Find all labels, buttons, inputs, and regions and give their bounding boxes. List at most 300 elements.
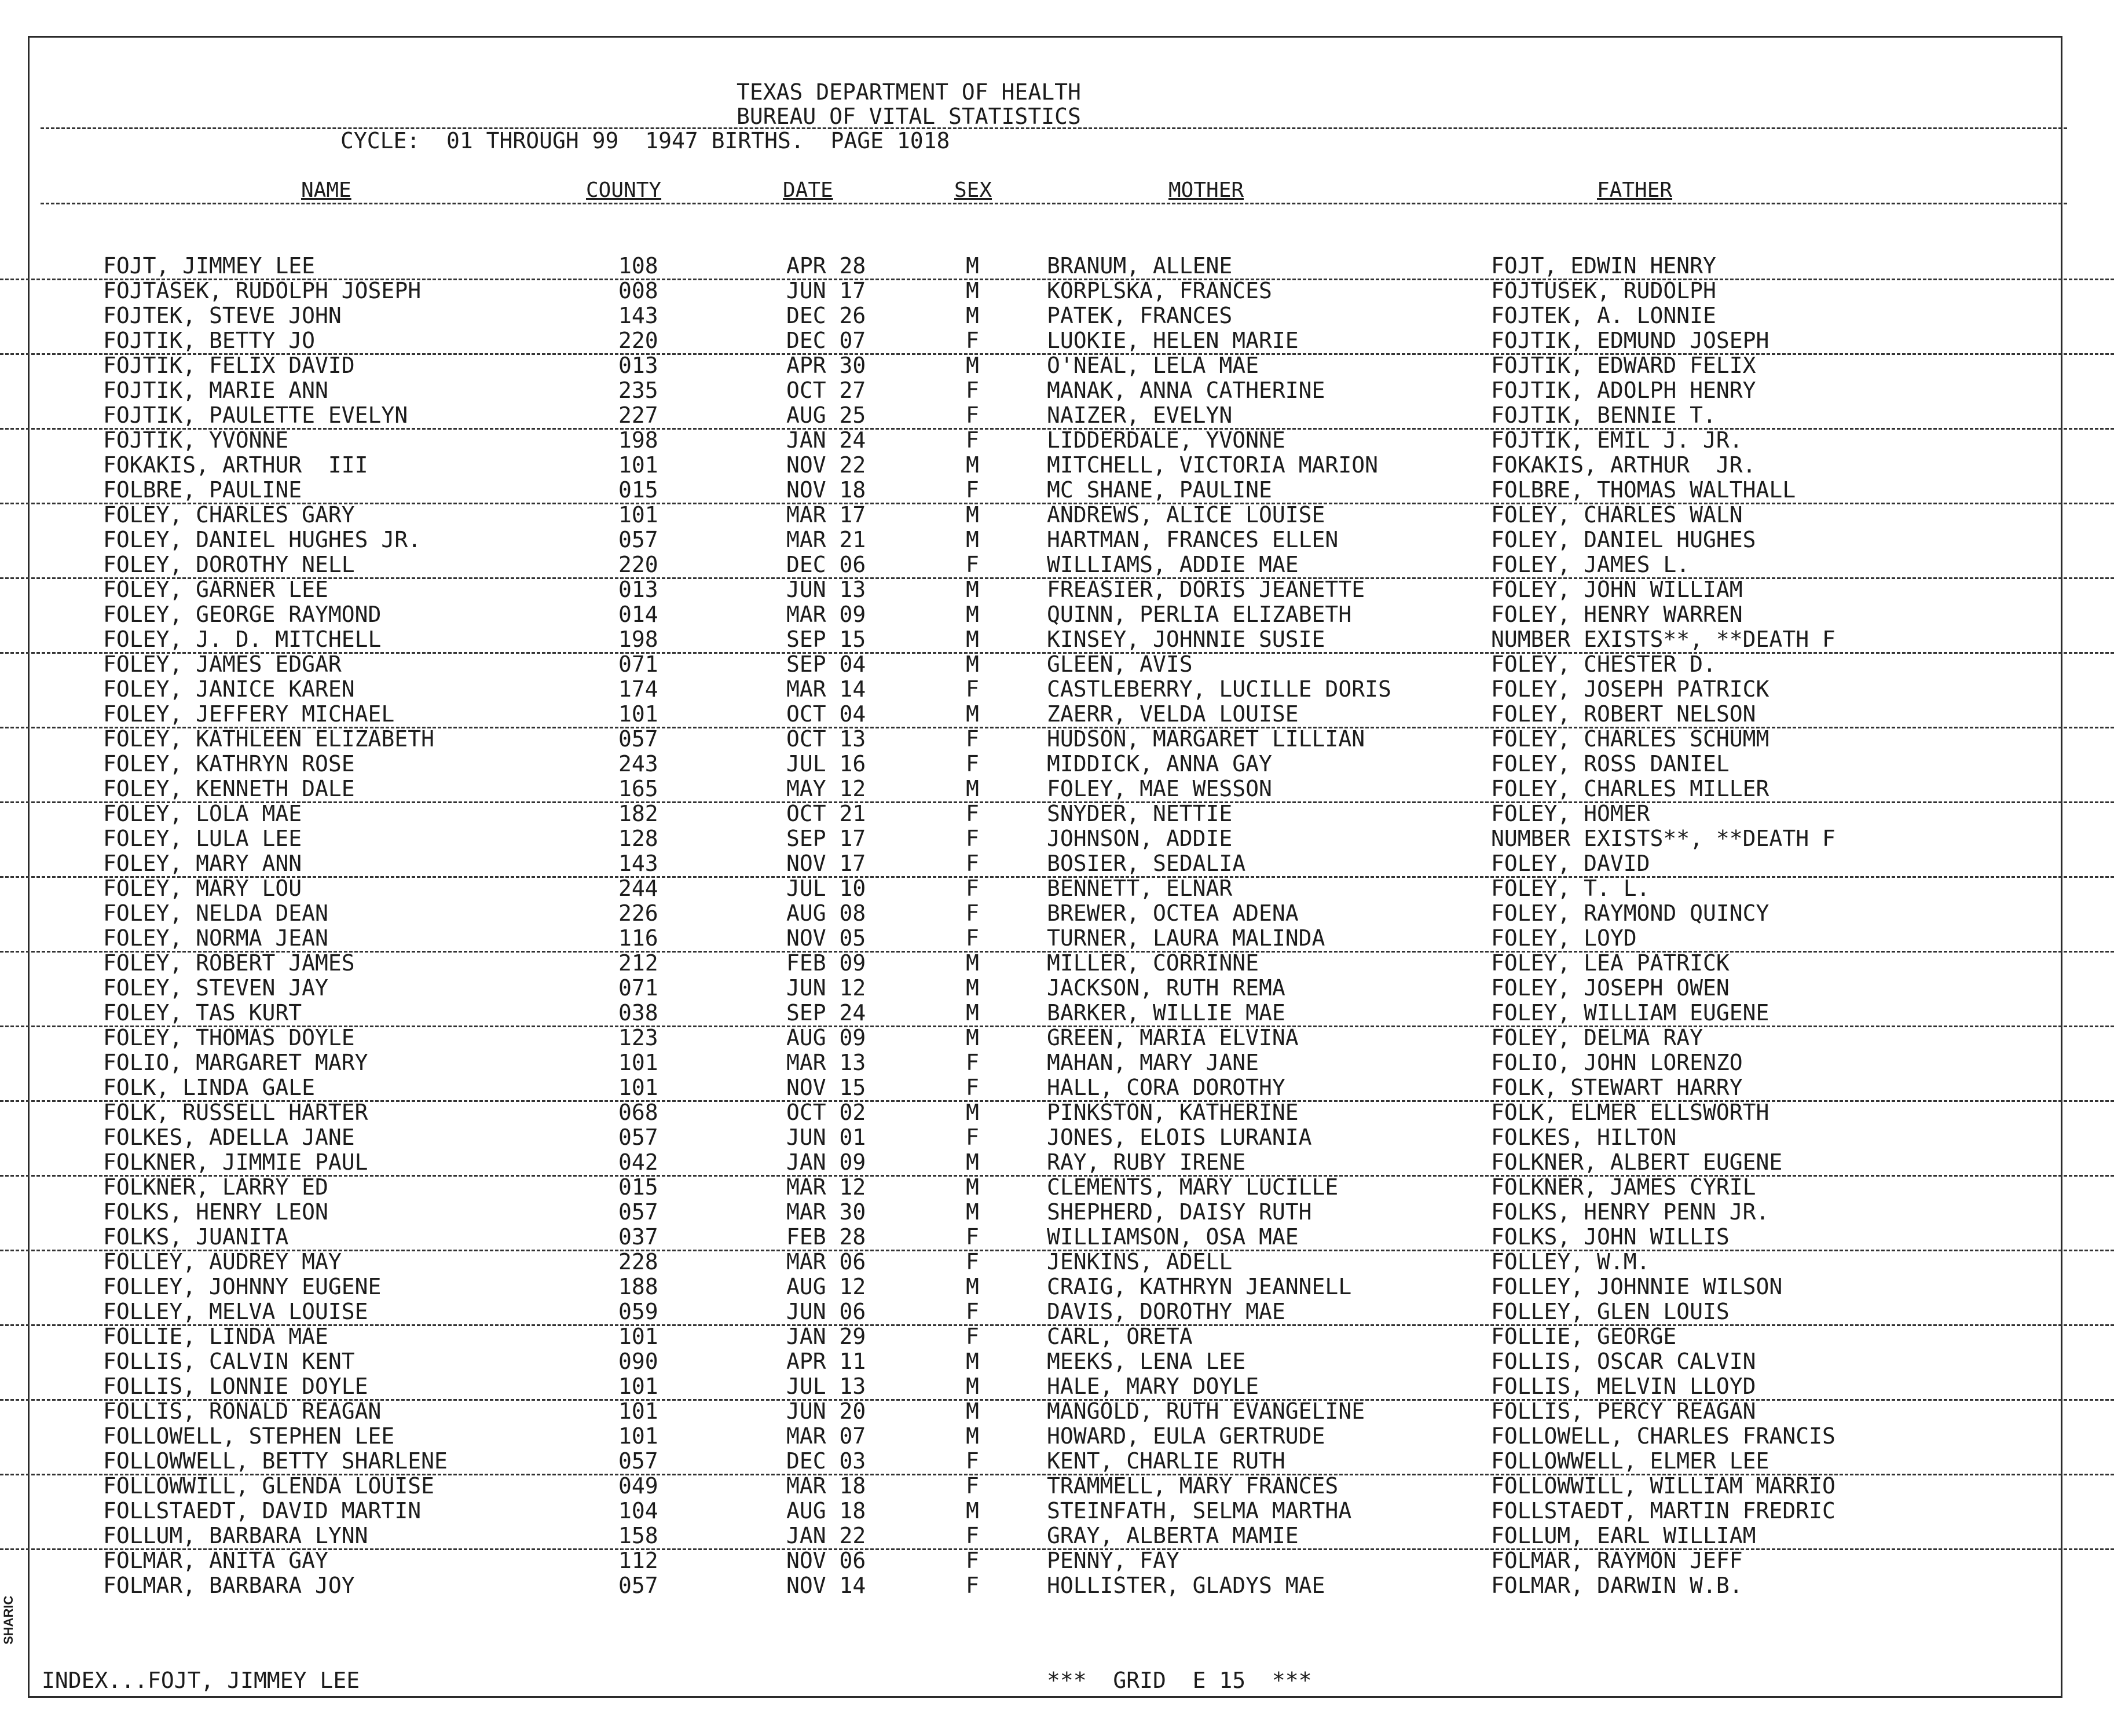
record-mother: RAY, RUBY IRENE [1047,1149,1246,1175]
record-date: MAR 13 [786,1050,866,1075]
record-date: OCT 27 [786,378,866,403]
record-county: 227 [618,402,658,428]
record-name: FOLEY, GARNER LEE [103,577,328,602]
record-date: SEP 04 [786,651,866,677]
record-county: 037 [618,1224,658,1250]
record-date: APR 28 [786,253,866,279]
record-date: JUN 01 [786,1125,866,1150]
record-sex: F [966,1125,979,1150]
record-father: FOLLOWELL, CHARLES FRANCIS [1491,1423,1835,1449]
record-mother: CASTLEBERRY, LUCILLE DORIS [1047,676,1391,702]
record-father: FOLK, ELMER ELLSWORTH [1491,1100,1769,1125]
record-sex: M [966,1374,979,1399]
record-father: FOLLOWWELL, ELMER LEE [1491,1448,1769,1474]
record-date: DEC 07 [786,328,866,353]
record-mother: ZAERR, VELDA LOUISE [1047,701,1299,727]
record-date: MAR 07 [786,1423,866,1449]
record-father: FOLEY, HOMER [1491,801,1650,826]
record-name: FOLLOWWILL, GLENDA LOUISE [103,1473,434,1499]
record-name: FOLEY, THOMAS DOYLE [103,1025,355,1050]
column-header-divider [41,203,2067,204]
record-father: NUMBER EXISTS**, **DEATH F [1491,826,1835,851]
record-sex: M [966,278,979,303]
record-name: FOLMAR, BARBARA JOY [103,1573,355,1598]
record-mother: CARL, ORETA [1047,1324,1193,1349]
record-sex: M [966,602,979,627]
record-father: FOLEY, JOSEPH PATRICK [1491,676,1769,702]
record-name: FOLLOWWELL, BETTY SHARLENE [103,1448,448,1474]
record-mother: FREASIER, DORIS JEANETTE [1047,577,1365,602]
record-date: JUL 10 [786,876,866,901]
record-mother: FOLEY, MAE WESSON [1047,776,1272,801]
record-name: FOJTIK, BETTY JO [103,328,316,353]
record-mother: BRANUM, ALLENE [1047,253,1233,279]
record-county: 235 [618,378,658,403]
record-father: FOJTEK, A. LONNIE [1491,303,1716,328]
record-name: FOLKES, ADELLA JANE [103,1125,355,1150]
record-mother: LIDDERDALE, YVONNE [1047,427,1285,453]
record-father: FOLEY, DAVID [1491,851,1650,876]
record-row [0,976,2114,1001]
record-mother: WILLIAMSON, OSA MAE [1047,1224,1299,1250]
record-row [0,1001,2114,1027]
record-sex: F [966,751,979,777]
record-name: FOLEY, KATHRYN ROSE [103,751,355,777]
record-mother: BARKER, WILLIE MAE [1047,1000,1285,1026]
record-date: AUG 08 [786,900,866,926]
record-sex: M [966,1398,979,1424]
record-date: MAY 12 [786,776,866,801]
record-sex: M [966,527,979,552]
record-date: NOV 14 [786,1573,866,1598]
column-header-county: COUNTY [586,178,662,202]
record-county: 071 [618,651,658,677]
record-row [0,1150,2114,1177]
record-name: FOJTIK, MARIE ANN [103,378,328,403]
record-name: FOLEY, JANICE KAREN [103,676,355,702]
record-father: FOLEY, CHARLES SCHUMM [1491,726,1769,752]
record-date: MAR 06 [786,1249,866,1274]
record-row [0,328,2114,355]
record-father: FOLEY, DANIEL HUGHES [1491,527,1756,552]
record-row [0,1324,2114,1349]
record-father: FOLKS, HENRY PENN JR. [1491,1199,1769,1225]
record-name: FOLEY, LOLA MAE [103,801,302,826]
record-date: JUN 17 [786,278,866,303]
record-date: MAR 18 [786,1473,866,1499]
record-county: 101 [618,1050,658,1075]
record-sex: F [966,1448,979,1474]
record-sex: M [966,1000,979,1026]
record-sex: M [966,1423,979,1449]
record-mother: STEINFATH, SELMA MARTHA [1047,1498,1352,1523]
record-name: FOLKNER, LARRY ED [103,1174,328,1200]
record-father: FOJT, EDWIN HENRY [1491,253,1716,279]
record-date: JUL 13 [786,1374,866,1399]
record-county: 108 [618,253,658,279]
record-name: FOLEY, J. D. MITCHELL [103,627,382,652]
record-mother: KENT, CHARLIE RUTH [1047,1448,1285,1474]
column-header-father: FATHER [1597,178,1673,202]
record-date: SEP 24 [786,1000,866,1026]
record-row [0,901,2114,926]
record-date: MAR 09 [786,602,866,627]
header-org-line1: TEXAS DEPARTMENT OF HEALTH [737,79,1081,105]
record-name: FOKAKIS, ARTHUR III [103,452,368,478]
record-name: FOLEY, GEORGE RAYMOND [103,602,382,627]
record-date: NOV 18 [786,477,866,503]
record-date: NOV 06 [786,1548,866,1573]
record-name: FOLLEY, AUDREY MAY [103,1249,342,1274]
record-mother: JENKINS, ADELL [1047,1249,1233,1274]
record-mother: SHEPHERD, DAISY RUTH [1047,1199,1312,1225]
record-name: FOLEY, CHARLES GARY [103,502,355,528]
record-name: FOLLSTAEDT, DAVID MARTIN [103,1498,422,1523]
record-row [0,801,2114,826]
record-sex: F [966,826,979,851]
record-father: FOLEY, JOSEPH OWEN [1491,975,1730,1001]
record-county: 008 [618,278,658,303]
record-father: FOLEY, LEA PATRICK [1491,950,1730,976]
record-name: FOLLIS, RONALD REAGAN [103,1398,382,1424]
record-name: FOLEY, JEFFERY MICHAEL [103,701,395,727]
record-county: 220 [618,552,658,577]
record-date: OCT 13 [786,726,866,752]
record-county: 182 [618,801,658,826]
record-date: FEB 28 [786,1224,866,1250]
record-mother: TURNER, LAURA MALINDA [1047,925,1325,951]
record-father: FOLEY, DELMA RAY [1491,1025,1703,1050]
footer-index: INDEX...FOJT, JIMMEY LEE [42,1668,360,1693]
record-father: FOLKNER, ALBERT EUGENE [1491,1149,1783,1175]
record-date: MAR 14 [786,676,866,702]
record-date: JAN 09 [786,1149,866,1175]
record-county: 013 [618,577,658,602]
record-row [0,627,2114,654]
record-mother: DAVIS, DOROTHY MAE [1047,1299,1285,1324]
record-row [0,279,2114,303]
record-row [0,1573,2114,1598]
record-name: FOLEY, DANIEL HUGHES JR. [103,527,422,552]
record-county: 042 [618,1149,658,1175]
record-date: JAN 24 [786,427,866,453]
record-mother: PENNY, FAY [1047,1548,1179,1573]
record-county: 128 [618,826,658,851]
record-mother: MILLER, CORRINNE [1047,950,1259,976]
record-mother: SNYDER, NETTIE [1047,801,1233,826]
record-row [0,552,2114,579]
record-father: FOJTIK, EDWARD FELIX [1491,353,1756,378]
record-name: FOLEY, ROBERT JAMES [103,950,355,976]
record-county: 116 [618,925,658,951]
record-row [0,1050,2114,1075]
record-row [0,1075,2114,1102]
record-sex: F [966,1075,979,1100]
record-row [0,851,2114,878]
record-mother: CLEMENTS, MARY LUCILLE [1047,1174,1339,1200]
record-name: FOJTIK, FELIX DAVID [103,353,355,378]
record-sex: F [966,552,979,577]
record-father: FOLEY, LOYD [1491,925,1637,951]
record-father: FOLEY, CHESTER D. [1491,651,1716,677]
record-sex: F [966,477,979,503]
record-mother: BENNETT, ELNAR [1047,876,1233,901]
record-mother: HOWARD, EULA GERTRUDE [1047,1423,1325,1449]
record-row [0,528,2114,552]
record-father: FOJTUSEK, RUDOLPH [1491,278,1716,303]
record-name: FOLLIE, LINDA MAE [103,1324,328,1349]
record-county: 038 [618,1000,658,1026]
record-father: FOLMAR, RAYMON JEFF [1491,1548,1743,1573]
record-county: 143 [618,303,658,328]
record-sex: F [966,1324,979,1349]
record-name: FOLK, LINDA GALE [103,1075,316,1100]
record-sex: M [966,1498,979,1523]
record-mother: PINKSTON, KATHERINE [1047,1100,1299,1125]
record-name: FOJTEK, STEVE JOHN [103,303,342,328]
record-name: FOLMAR, ANITA GAY [103,1548,328,1573]
record-father: FOLEY, CHARLES WALN [1491,502,1743,528]
record-name: FOLKS, HENRY LEON [103,1199,328,1225]
record-mother: KINSEY, JOHNNIE SUSIE [1047,627,1325,652]
record-sex: F [966,900,979,926]
record-row [0,876,2114,901]
record-date: NOV 15 [786,1075,866,1100]
record-row [0,677,2114,702]
record-date: MAR 21 [786,527,866,552]
record-sex: F [966,851,979,876]
record-county: 071 [618,975,658,1001]
record-mother: BREWER, OCTEA ADENA [1047,900,1299,926]
record-sex: F [966,676,979,702]
record-name: FOLLOWELL, STEPHEN LEE [103,1423,395,1449]
record-row [0,353,2114,378]
record-row [0,1026,2114,1050]
record-father: FOLBRE, THOMAS WALTHALL [1491,477,1796,503]
side-mark: SHARIC [1,1595,16,1645]
record-county: 015 [618,1174,658,1200]
record-father: FOJTIK, EMIL J. JR. [1491,427,1743,453]
record-father: FOLLEY, GLEN LOUIS [1491,1299,1730,1324]
record-mother: JOHNSON, ADDIE [1047,826,1233,851]
record-date: AUG 18 [786,1498,866,1523]
record-mother: KORPLSKA, FRANCES [1047,278,1272,303]
record-row [0,1200,2114,1225]
record-row [0,403,2114,430]
record-row [0,378,2114,403]
record-name: FOLEY, DOROTHY NELL [103,552,355,577]
record-sex: F [966,1548,979,1573]
record-mother: MEEKS, LENA LEE [1047,1349,1246,1374]
record-row [0,1374,2114,1401]
record-county: 068 [618,1100,658,1125]
record-county: 228 [618,1249,658,1274]
record-name: FOLEY, NELDA DEAN [103,900,328,926]
record-name: FOLEY, LULA LEE [103,826,302,851]
record-name: FOLEY, JAMES EDGAR [103,651,342,677]
record-name: FOJTIK, YVONNE [103,427,289,453]
record-county: 013 [618,353,658,378]
record-row [0,1175,2114,1200]
record-county: 057 [618,1125,658,1150]
record-sex: M [966,1274,979,1299]
record-date: MAR 17 [786,502,866,528]
record-mother: JACKSON, RUTH REMA [1047,975,1285,1001]
record-name: FOLEY, KENNETH DALE [103,776,355,801]
column-header-date: DATE [783,178,833,202]
record-father: FOLLIE, GEORGE [1491,1324,1677,1349]
record-father: FOLEY, JOHN WILLIAM [1491,577,1743,602]
record-mother: QUINN, PERLIA ELIZABETH [1047,602,1352,627]
record-row [0,1523,2114,1550]
record-county: 101 [618,452,658,478]
record-county: 243 [618,751,658,777]
record-county: 090 [618,1349,658,1374]
record-row [0,777,2114,803]
record-father: FOLEY, ROSS DANIEL [1491,751,1730,777]
record-sex: M [966,353,979,378]
record-sex: M [966,303,979,328]
record-date: AUG 09 [786,1025,866,1050]
record-county: 123 [618,1025,658,1050]
record-county: 101 [618,1324,658,1349]
record-date: JAN 29 [786,1324,866,1349]
record-mother: CRAIG, KATHRYN JEANNELL [1047,1274,1352,1299]
record-father: FOJTIK, BENNIE T. [1491,402,1716,428]
record-date: MAR 30 [786,1199,866,1225]
record-row [0,577,2114,602]
record-sex: M [966,452,979,478]
record-county: 059 [618,1299,658,1324]
record-sex: F [966,402,979,428]
record-father: FOLEY, RAYMOND QUINCY [1491,900,1769,926]
record-row [0,1424,2114,1449]
record-date: DEC 03 [786,1448,866,1474]
record-date: JUN 13 [786,577,866,602]
record-mother: HALE, MARY DOYLE [1047,1374,1259,1399]
record-sex: M [966,1149,979,1175]
record-date: MAR 12 [786,1174,866,1200]
record-county: 101 [618,1398,658,1424]
record-sex: F [966,378,979,403]
record-name: FOLKNER, JIMMIE PAUL [103,1149,368,1175]
record-mother: MANAK, ANNA CATHERINE [1047,378,1325,403]
record-father: FOLKS, JOHN WILLIS [1491,1224,1730,1250]
record-mother: ANDREWS, ALICE LOUISE [1047,502,1325,528]
record-sex: M [966,950,979,976]
record-mother: TRAMMELL, MARY FRANCES [1047,1473,1339,1499]
record-sex: M [966,701,979,727]
record-county: 057 [618,1573,658,1598]
record-row [0,752,2114,777]
record-row [0,1499,2114,1523]
record-sex: M [966,1174,979,1200]
record-mother: JONES, ELOIS LURANIA [1047,1125,1312,1150]
record-county: 057 [618,1448,658,1474]
record-date: APR 30 [786,353,866,378]
record-county: 057 [618,726,658,752]
record-name: FOLK, RUSSELL HARTER [103,1100,368,1125]
record-row [0,1548,2114,1573]
record-father: FOLEY, JAMES L. [1491,552,1690,577]
record-county: 198 [618,427,658,453]
record-father: FOLLIS, OSCAR CALVIN [1491,1349,1756,1374]
record-mother: GREEN, MARIA ELVINA [1047,1025,1299,1050]
record-row [0,1449,2114,1475]
record-date: NOV 17 [786,851,866,876]
record-row [0,254,2114,280]
record-mother: MANGOLD, RUTH EVANGELINE [1047,1398,1365,1424]
record-county: 101 [618,502,658,528]
record-row [0,702,2114,728]
record-date: SEP 15 [786,627,866,652]
record-name: FOLKS, JUANITA [103,1224,289,1250]
record-mother: BOSIER, SEDALIA [1047,851,1246,876]
record-sex: F [966,328,979,353]
record-name: FOJTASEK, RUDOLPH JOSEPH [103,278,422,303]
record-father: FOJTIK, EDMUND JOSEPH [1491,328,1769,353]
record-county: 015 [618,477,658,503]
record-father: FOLLOWWILL, WILLIAM MARRIO [1491,1473,1835,1499]
record-county: 198 [618,627,658,652]
record-mother: MAHAN, MARY JANE [1047,1050,1259,1075]
record-father: FOLEY, WILLIAM EUGENE [1491,1000,1769,1026]
record-county: 101 [618,701,658,727]
record-father: NUMBER EXISTS**, **DEATH F [1491,627,1835,652]
record-sex: M [966,1199,979,1225]
record-father: FOLLUM, EARL WILLIAM [1491,1523,1756,1548]
record-county: 112 [618,1548,658,1573]
record-name: FOJT, JIMMEY LEE [103,253,316,279]
record-father: FOKAKIS, ARTHUR JR. [1491,452,1756,478]
header-org-line2: BUREAU OF VITAL STATISTICS [737,104,1081,129]
record-mother: HALL, CORA DOROTHY [1047,1075,1285,1100]
record-county: 226 [618,900,658,926]
record-name: FOLEY, MARY ANN [103,851,302,876]
record-county: 244 [618,876,658,901]
record-sex: M [966,1100,979,1125]
record-sex: M [966,502,979,528]
record-row [0,951,2114,976]
record-date: JUN 20 [786,1398,866,1424]
record-mother: NAIZER, EVELYN [1047,402,1233,428]
record-date: OCT 04 [786,701,866,727]
record-county: 158 [618,1523,658,1548]
record-date: DEC 26 [786,303,866,328]
record-father: FOLLEY, W.M. [1491,1249,1650,1274]
record-father: FOLK, STEWART HARRY [1491,1075,1743,1100]
record-name: FOLEY, TAS KURT [103,1000,302,1026]
record-date: AUG 12 [786,1274,866,1299]
record-date: FEB 09 [786,950,866,976]
record-row [0,926,2114,953]
record-sex: F [966,1523,979,1548]
record-row [0,1349,2114,1374]
record-sex: F [966,801,979,826]
record-row [0,602,2114,627]
record-sex: M [966,1025,979,1050]
record-county: 049 [618,1473,658,1499]
record-date: APR 11 [786,1349,866,1374]
record-name: FOLLUM, BARBARA LYNN [103,1523,368,1548]
record-sex: M [966,776,979,801]
record-sex: M [966,577,979,602]
record-county: 104 [618,1498,658,1523]
record-mother: O'NEAL, LELA MAE [1047,353,1259,378]
record-father: FOLKNER, JAMES CYRIL [1491,1174,1756,1200]
column-header-mother: MOTHER [1168,178,1244,202]
record-date: NOV 22 [786,452,866,478]
